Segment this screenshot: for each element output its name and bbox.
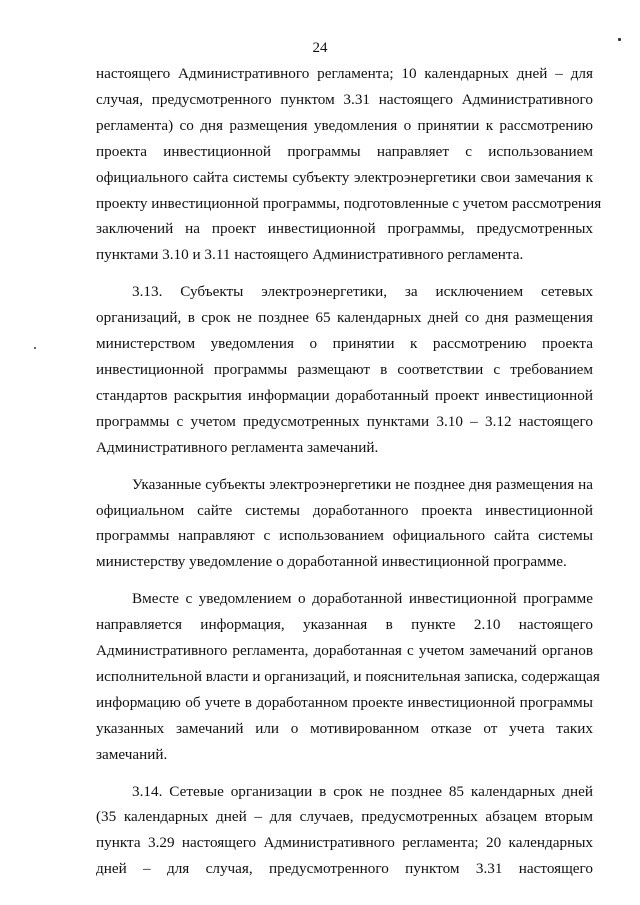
text-line: Указанные субъекты электроэнергетики не позднее дня размещения на <box>132 475 593 493</box>
text-line: направляется информация, указанная в пункте 2.10 настоящего <box>96 616 593 634</box>
text-line: стандартов раскрытия информации доработанный проект инвестиционной <box>96 386 593 404</box>
text-line: заключений на проект инвестиционной программы, предусмотренных <box>96 220 593 238</box>
paragraph-notification <box>96 586 600 767</box>
text-line: официального сайта системы субъекту электроэнергетики свои замечания к <box>96 168 593 186</box>
text-line: регламента) со дня размещения уведомления о принятии к рассмотрению <box>96 116 593 134</box>
text-line: проекта инвестиционной программы направляет с использованием <box>96 142 593 160</box>
paragraph-3-14 <box>96 779 593 883</box>
text-line: программы направляют с использованием официального сайта системы <box>96 527 593 545</box>
text-line: (35 календарных дней – для случаев, предусмотренных абзацем вторым <box>96 808 593 826</box>
text-line: инвестиционной программы размещают в соответствии с требованием <box>96 360 593 378</box>
text-line: информацию об учете в доработанном проекте инвестиционной программы <box>96 693 593 711</box>
paragraph-continuation <box>96 61 602 268</box>
text-line: официальном сайте системы доработанного проекта инвестиционной <box>96 501 593 519</box>
text-line: программы с учетом предусмотренных пунктами 3.10 – 3.12 настоящего <box>96 412 593 430</box>
text-line: проекту инвестиционной программы, подготовленные с учетом рассмотрения <box>96 194 602 212</box>
text-line: указанных замечаний или о мотивированном отказе от учета таких <box>96 719 593 737</box>
text-line: пунктами 3.10 и 3.11 настоящего Административного регламента. <box>96 246 524 264</box>
scan-mark-left <box>34 347 36 349</box>
paragraph-3-13 <box>96 279 593 460</box>
document-body <box>96 61 602 882</box>
text-line: замечаний. <box>96 745 168 763</box>
scan-mark-top-right <box>618 38 621 41</box>
text-line: дней – для случая, предусмотренного пунктом 3.31 настоящего <box>96 860 593 878</box>
text-line: организаций, в срок не позднее 65 календарных дней со дня размещения <box>96 309 593 327</box>
text-line: министерству уведомление о доработанной инвестиционной программе. <box>96 553 567 571</box>
text-line: случая, предусмотренного пунктом 3.31 настоящего Административного <box>96 90 593 108</box>
text-line: Вместе с уведомлением о доработанной инвестиционной программе <box>132 590 593 608</box>
text-line: Административного регламента замечаний. <box>96 438 379 456</box>
text-line: 3.13. Субъекты электроэнергетики, за исключением сетевых <box>132 283 593 301</box>
text-line: министерством уведомления о принятии к рассмотрению проекта <box>96 335 593 353</box>
text-line: исполнительной власти и организаций, и пояснительная записка, содержащая <box>96 667 600 685</box>
page-number: 24 <box>312 40 328 56</box>
text-line: настоящего Административного регламента; 10 календарных дней – для <box>96 65 593 82</box>
paragraph-subjects <box>96 472 593 576</box>
text-line: пункта 3.29 настоящего Административного регламента; 20 календарных <box>96 834 593 852</box>
text-line: 3.14. Сетевые организации в срок не позднее 85 календарных дней <box>132 782 593 800</box>
text-line: Административного регламента, доработанная с учетом замечаний органов <box>96 642 593 660</box>
